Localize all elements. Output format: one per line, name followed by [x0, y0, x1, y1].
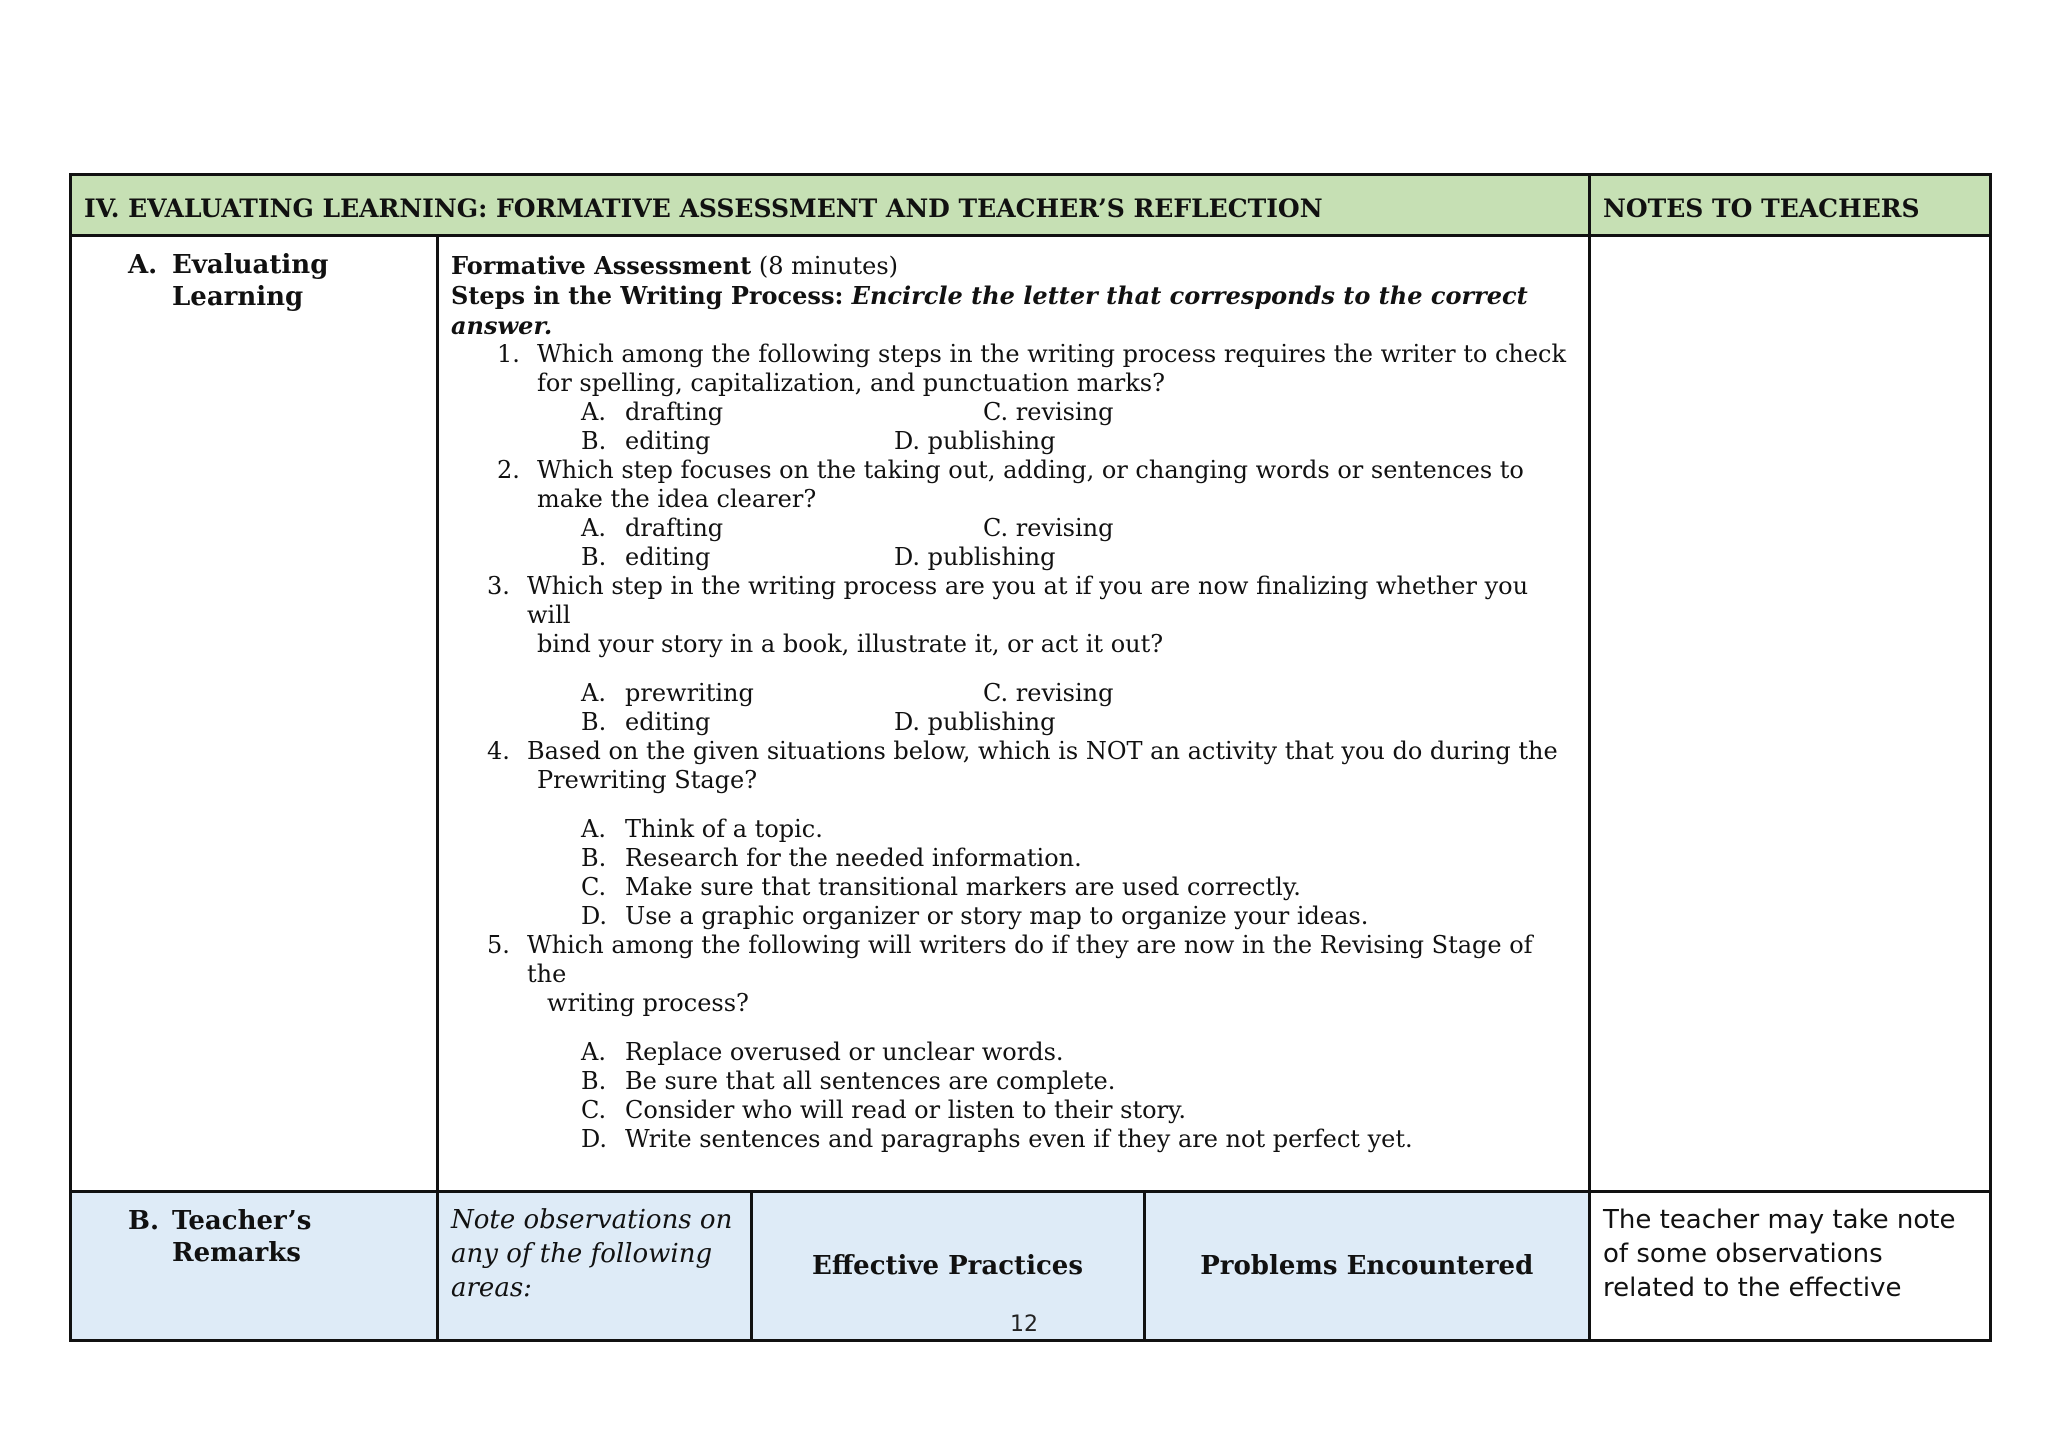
problems-encountered-header: Problems Encountered — [1200, 1251, 1534, 1281]
section-title: IV. EVALUATING LEARNING: FORMATIVE ASSESSMENT AND TEACHER’S REFLECTION — [84, 194, 1323, 223]
lesson-table — [69, 173, 1992, 1342]
effective-practices-header: Effective Practices — [751, 1193, 1144, 1339]
question-3-options-row-1: A. prewriting C. revising — [581, 679, 1114, 707]
question-2-options-row-2: B. editing D. publishing — [581, 543, 1056, 571]
notes-header — [1590, 175, 1991, 236]
question-2: 2. Which step focuses on the taking out, adding, or changing words or sentences to make the idea clearer? — [497, 456, 1524, 513]
question-1: 1. Which among the following steps in the writing process requires the writer to check for spelling, capitalization, and punctuation marks? — [497, 340, 1567, 397]
question-4: 4. Based on the given situations below, which is NOT an activity that you do during the Prewriting Stage? — [487, 737, 1558, 794]
evaluating-learning-label: A. Evaluating Learning — [128, 250, 329, 312]
formative-assessment-cell — [438, 236, 1590, 1192]
question-1-options-row-2: B. editing D. publishing — [581, 427, 1056, 455]
teachers-remarks-label: B. Teacher’s Remarks — [128, 1206, 312, 1268]
note-observations: Note observations on any of the following areas: — [451, 1205, 733, 1303]
notes-to-teachers-text: The teacher may take note of some observations related to the effective — [1603, 1205, 1956, 1303]
question-2-options-row-1: A. drafting C. revising — [581, 514, 1114, 542]
question-1-options-row-1: A. drafting C. revising — [581, 398, 1114, 426]
question-3: 3. Which step in the writing process are you at if you are now finalizing whether you will bind your story in a book, illustrate it, or act it out? — [487, 572, 1529, 658]
instructions: Steps in the Writing Process: Encircle the letter that corresponds to the correct — [451, 281, 1528, 310]
notes-cell-a — [1590, 236, 1991, 1192]
question-5-options: A. Replace overused or unclear words. B. Be sure that all sentences are complete. C. Consider who will read or listen to their story. D. Write sentences and paragraphs even if they are not perfect yet. — [581, 1038, 1413, 1153]
formative-assessment-heading: Formative Assessment (8 minutes) — [451, 251, 898, 280]
question-5: 5. Which among the following will writers do if they are now in the Revising Stage of the writing process? — [487, 931, 1533, 1017]
section-header — [71, 175, 1590, 236]
question-3-options-row-2: B. editing D. publishing — [581, 708, 1056, 736]
question-4-options: A. Think of a topic. B. Research for the needed information. C. Make sure that transitional markers are used correctly. D. Use a graphic organizer or story map to organize your ideas. — [581, 815, 1369, 930]
page-number: 12 — [1010, 1312, 1038, 1337]
notes-title: NOTES TO TEACHERS — [1603, 194, 1920, 223]
instructions-cont: answer. — [451, 311, 553, 340]
evaluating-learning-label-cell — [71, 236, 438, 1192]
